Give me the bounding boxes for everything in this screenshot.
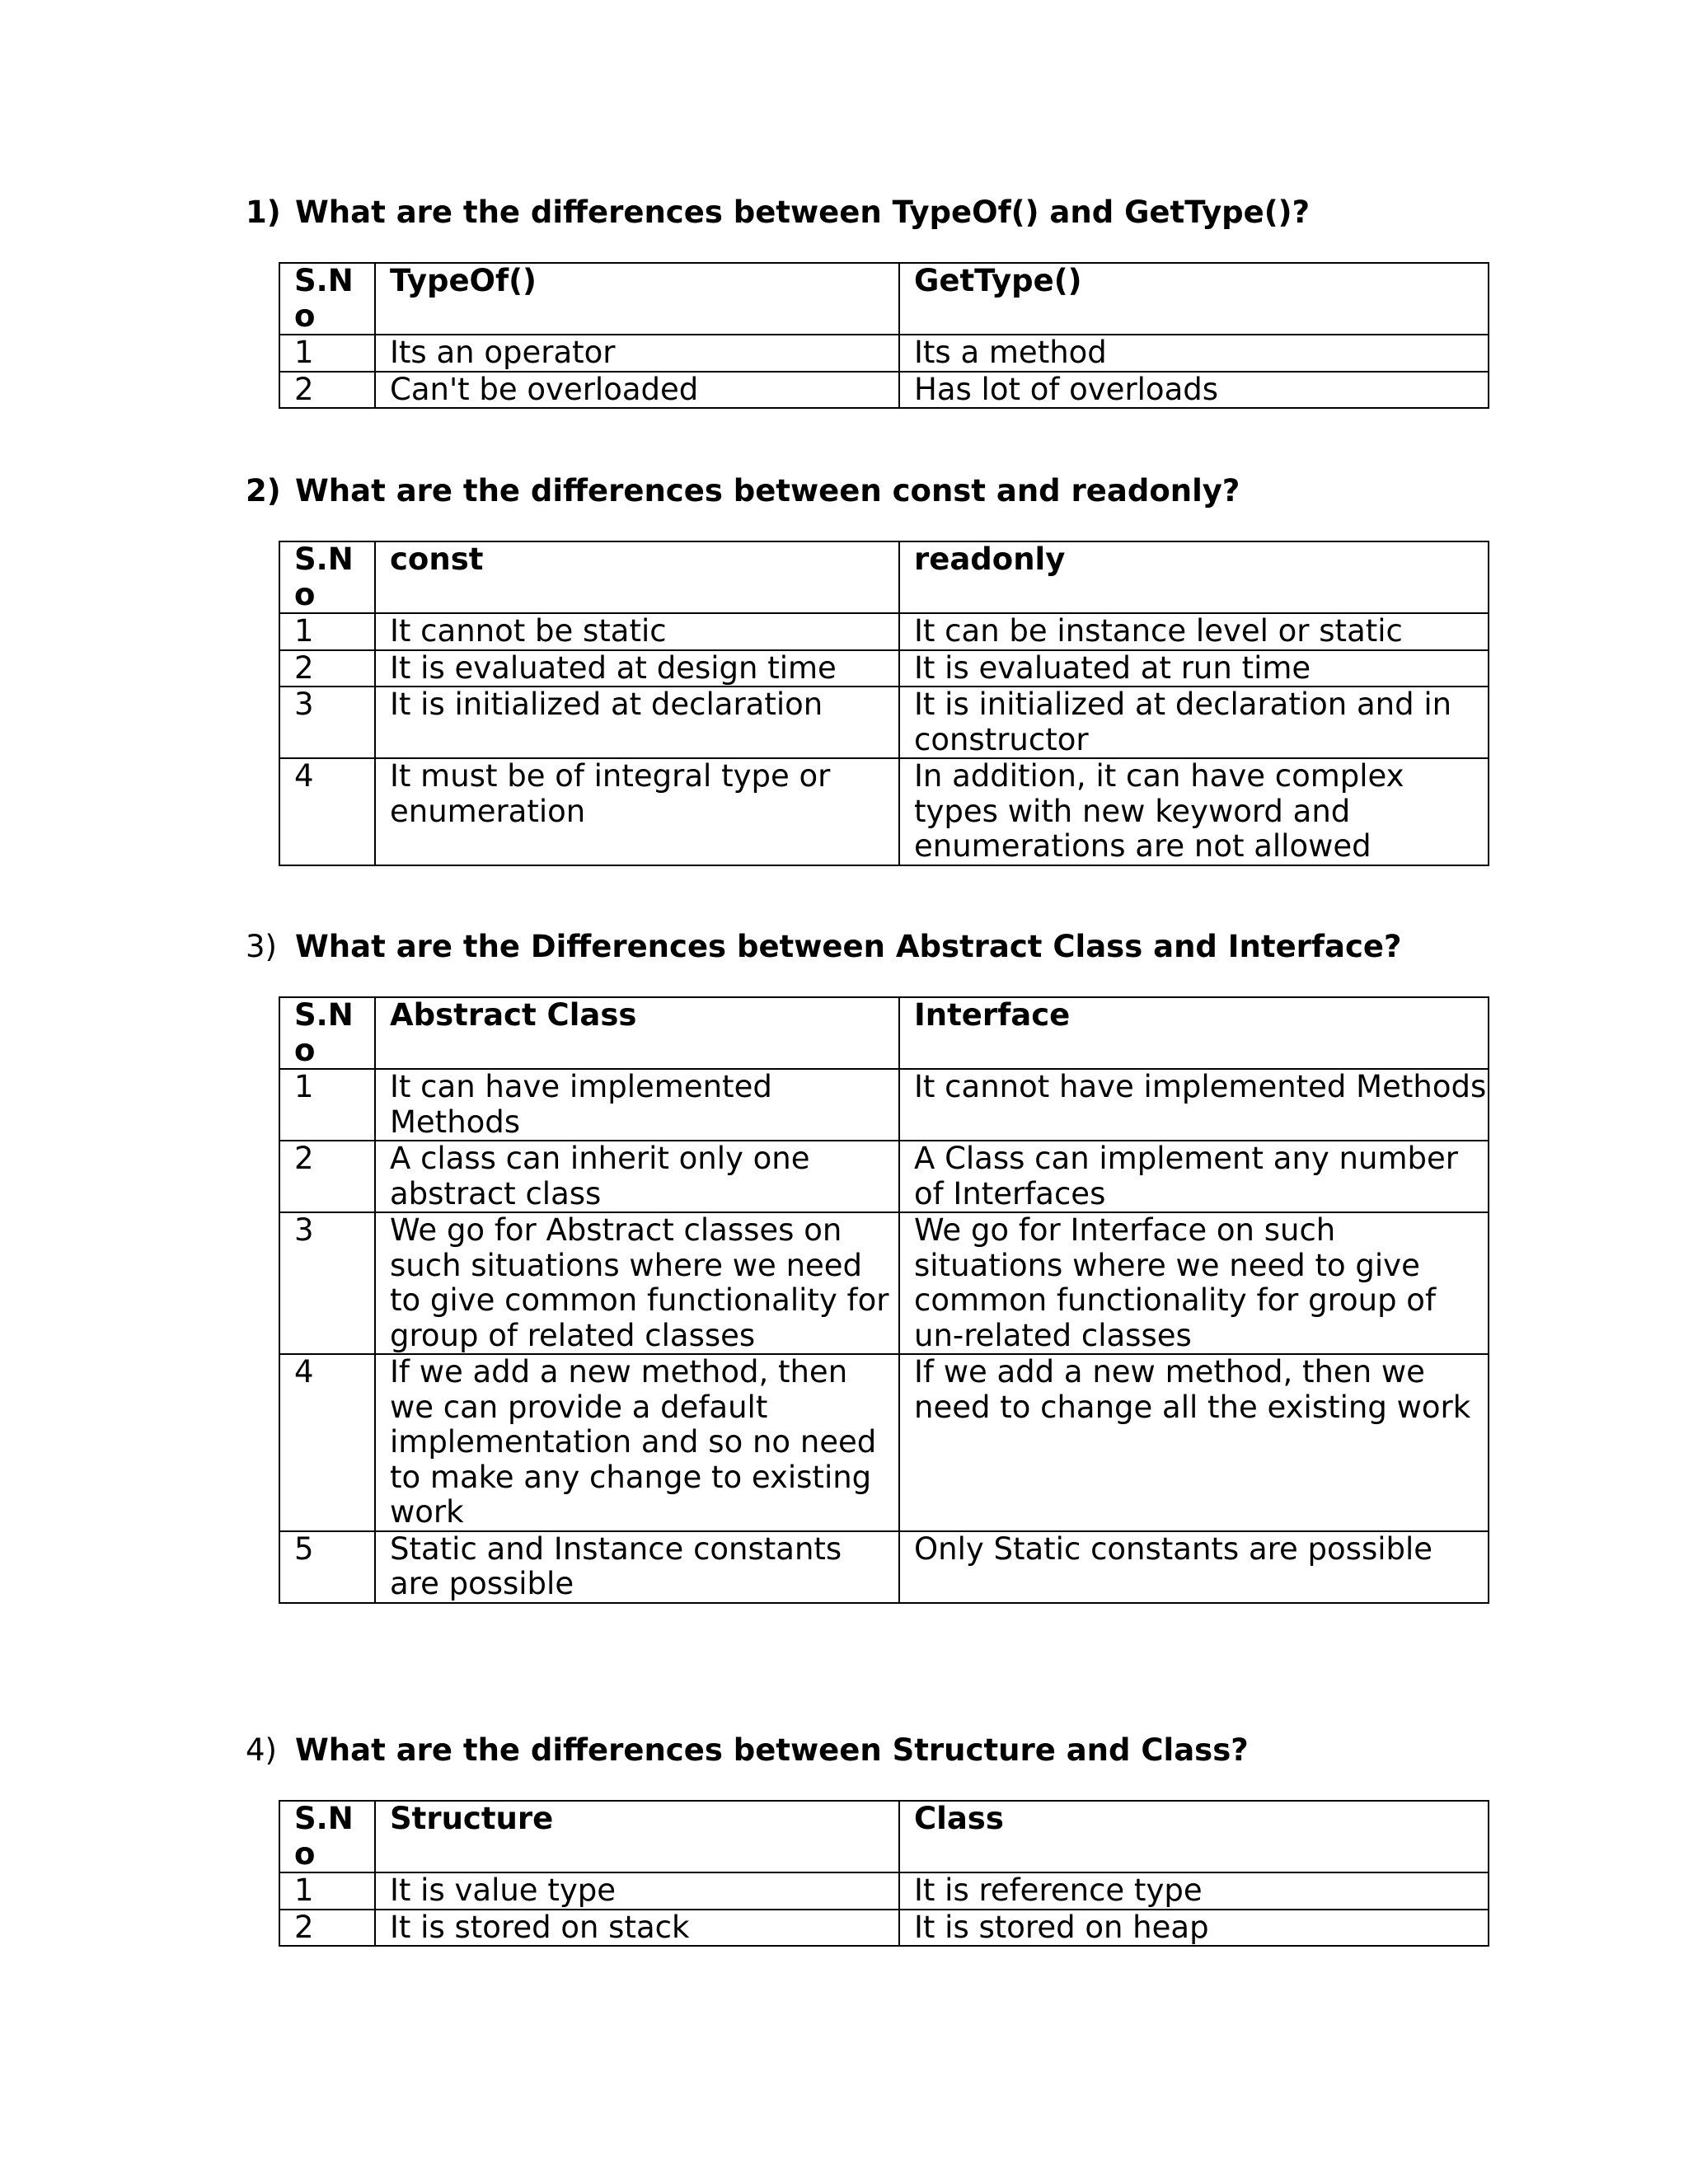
comparison-table xyxy=(279,262,1489,409)
question-number: 1) xyxy=(246,194,281,230)
header-cell-right: Interface xyxy=(899,997,1489,1069)
comparison-table xyxy=(279,1800,1489,1947)
cell-right: Only Static constants are possible xyxy=(899,1531,1489,1603)
table-row xyxy=(279,613,1489,650)
cell-left: A class can inherit only one abstract class xyxy=(375,1141,899,1212)
cell-left: Static and Instance constants are possible xyxy=(375,1531,899,1603)
cell-right: A Class can implement any number of Interfaces xyxy=(899,1141,1489,1212)
cell-left: It is value type xyxy=(375,1872,899,1910)
cell-left: Its an operator xyxy=(375,335,899,372)
table-header-row xyxy=(279,263,1489,335)
cell-sno: 3 xyxy=(279,1212,375,1354)
cell-right: Has lot of overloads xyxy=(899,372,1489,409)
table-row xyxy=(279,1069,1489,1141)
cell-left: It cannot be static xyxy=(375,613,899,650)
header-cell-sno: S.No xyxy=(279,997,375,1069)
question-heading xyxy=(246,1732,1249,1769)
cell-right: It cannot have implemented Methods xyxy=(899,1069,1489,1141)
cell-sno: 2 xyxy=(279,650,375,687)
cell-left: It is evaluated at design time xyxy=(375,650,899,687)
cell-sno: 3 xyxy=(279,687,375,758)
question-heading xyxy=(246,473,1240,509)
question-text: What are the differences between TypeOf() and GetType()? xyxy=(295,194,1311,230)
header-cell-right: readonly xyxy=(899,541,1489,613)
question-number: 2) xyxy=(246,473,281,509)
cell-left: It can have implemented Methods xyxy=(375,1069,899,1141)
cell-right: It is initialized at declaration and in constructor xyxy=(899,687,1489,758)
table-header-row xyxy=(279,997,1489,1069)
question-number: 4) xyxy=(246,1732,277,1768)
cell-right: We go for Interface on such situations where we need to give common functionality for group of un-related classes xyxy=(899,1212,1489,1354)
cell-sno: 5 xyxy=(279,1531,375,1603)
question-text: What are the differences between Structure and Class? xyxy=(295,1732,1249,1768)
cell-left: It must be of integral type or enumeration xyxy=(375,758,899,865)
header-cell-right: GetType() xyxy=(899,263,1489,335)
table-row xyxy=(279,335,1489,372)
cell-right: It is reference type xyxy=(899,1872,1489,1910)
question-text: What are the differences between const and readonly? xyxy=(295,473,1240,509)
header-cell-left: const xyxy=(375,541,899,613)
table-row xyxy=(279,650,1489,687)
header-cell-sno: S.No xyxy=(279,263,375,335)
question-text: What are the Differences between Abstract Class and Interface? xyxy=(295,929,1402,964)
comparison-table xyxy=(279,996,1489,1604)
table-row xyxy=(279,1141,1489,1212)
table-row xyxy=(279,687,1489,758)
cell-right: It is stored on heap xyxy=(899,1910,1489,1947)
table-row xyxy=(279,1212,1489,1354)
cell-sno: 1 xyxy=(279,1872,375,1910)
comparison-table xyxy=(279,541,1489,866)
header-cell-left: TypeOf() xyxy=(375,263,899,335)
cell-sno: 2 xyxy=(279,1910,375,1947)
cell-left: If we add a new method, then we can provide a default implementation and so no need to make any change to existing work xyxy=(375,1354,899,1531)
cell-sno: 1 xyxy=(279,613,375,650)
cell-right: Its a method xyxy=(899,335,1489,372)
table-row xyxy=(279,372,1489,409)
header-cell-sno: S.No xyxy=(279,541,375,613)
cell-right: If we add a new method, then we need to change all the existing work xyxy=(899,1354,1489,1531)
table-row xyxy=(279,758,1489,865)
cell-sno: 4 xyxy=(279,758,375,865)
cell-sno: 4 xyxy=(279,1354,375,1531)
cell-right: It can be instance level or static xyxy=(899,613,1489,650)
table-row xyxy=(279,1531,1489,1603)
cell-sno: 2 xyxy=(279,1141,375,1212)
question-heading xyxy=(246,194,1310,231)
cell-left: Can't be overloaded xyxy=(375,372,899,409)
table-header-row xyxy=(279,541,1489,613)
cell-right: In addition, it can have complex types with new keyword and enumerations are not allowed xyxy=(899,758,1489,865)
table-row xyxy=(279,1910,1489,1947)
header-cell-sno: S.No xyxy=(279,1801,375,1872)
cell-left: It is stored on stack xyxy=(375,1910,899,1947)
cell-sno: 2 xyxy=(279,372,375,409)
cell-right: It is evaluated at run time xyxy=(899,650,1489,687)
header-cell-right: Class xyxy=(899,1801,1489,1872)
cell-sno: 1 xyxy=(279,1069,375,1141)
header-cell-left: Structure xyxy=(375,1801,899,1872)
table-row xyxy=(279,1872,1489,1910)
question-number: 3) xyxy=(246,929,277,964)
question-heading xyxy=(246,929,1401,965)
header-cell-left: Abstract Class xyxy=(375,997,899,1069)
table-row xyxy=(279,1354,1489,1531)
cell-left: We go for Abstract classes on such situations where we need to give common functionality for group of related classes xyxy=(375,1212,899,1354)
cell-sno: 1 xyxy=(279,335,375,372)
table-header-row xyxy=(279,1801,1489,1872)
cell-left: It is initialized at declaration xyxy=(375,687,899,758)
